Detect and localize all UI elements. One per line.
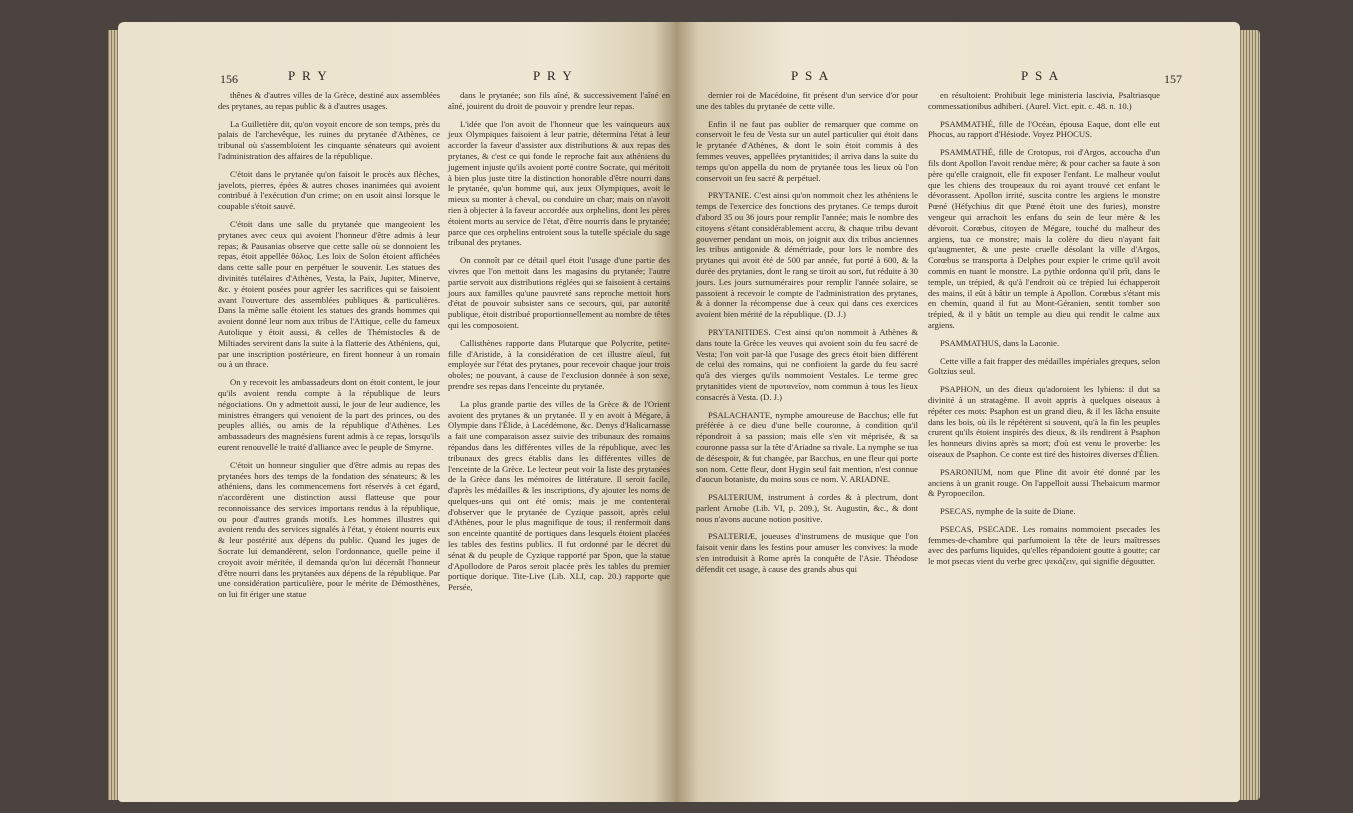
left-column-2 <box>448 90 670 600</box>
book-edge-right <box>1238 30 1260 800</box>
right-page-number: 157 <box>1164 72 1182 86</box>
paragraph: PSALTERIÆ, joueuses d'instrumens de musique que l'on faisoit venir dans les festins pour amuser les convives: la mode s'en introduisit à Rome après la conquête de l'Asie. Théodose défendit cet usage, à cause des grands abus qui <box>696 531 918 574</box>
left-header-left: P R Y <box>288 68 329 83</box>
paragraph: thênes & d'autres villes de la Grèce, destiné aux assemblées des prytanes, au repas public & à d'autres usages. <box>218 90 440 111</box>
paragraph: PSAMMATHÉ, fille de l'Océan, épousa Eaque, dont elle eut Phocus, au rapport d'Hésiode. Voyez PHOCUS. <box>928 118 1160 140</box>
paragraph: PSAPHON, un des dieux qu'adoroient les lybiens: il dut sa divinité à un stratagème. Il avoit appris à quelques oiseaux à répéter ces mots: Psaphon est un grand dieu, & il les lâcha ensuite dans les bois, où ils le répétèrent si souvent, qu'à la fin les peuples crurent qu'ils étoient inspirés des dieux, & ils rendirent à Psaphon les honneurs divins après sa mort; d'où est venu le proverbe: les oiseaux de Psaphon. Ce conte est tiré des histoires diverses d'Élien. <box>928 384 1160 459</box>
left-page <box>118 22 676 802</box>
paragraph: PRYTANITIDES. C'est ainsi qu'on nommoit à Athènes & dans toute la Grèce les veuves qui avoient soin du feu sacré de Vesta; l'on voit par-là que l'usage des grecs étoit bien différent de celui des romains, qui ne confioient la garde du feu sacré qu'à des vierges qu'ils nommoient Vestales. Le terme grec prytanitides vient de πρυτανεῖον, nom commun à tous les lieux consacrés à Vesta. (D. J.) <box>696 326 918 402</box>
paragraph: PSALACHANTE, nymphe amoureuse de Bacchus; elle fut préférée à ce dieu d'une belle couronne, à condition qu'il répondroit à sa passion; mais elle s'en vit méprisée, & sa couronne passa sur la tête d'Ariadne sa rivale. La nymphe se tua de désespoir, & fut changée, par Bacchus, en une fleur qui porte son nom. Cette fleur, dont Hygin seul fait mention, n'est connue d'aucun botaniste, du moins sous ce nom. V. ARIADNE. <box>696 409 918 485</box>
paragraph: L'idée que l'on avoit de l'honneur que les vainqueurs aux jeux Olympiques faisoient à leur patrie, détermina l'état à leur accorder la faveur d'assister aux distributions & aux repas des prytanes, & c'est ce qui fonde le reproche fait aux athéniens du jugement injuste qu'ils avoient porté contre Socrate, qui méritoit à bien plus juste titre la distinction honorable d'être nourri dans le prytanée, qu'un homme qui, aux jeux Olympiques, avoit le mieux su monter à cheval, ou conduire un char; mais on n'avoit rien à objecter à la faveur accordée aux orphelins, dont les pères étoient morts au service de l'état, d'être nourris dans le prytanée; parce que ces orphelins entroient sous la tutelle spéciale du sage tribunal des prytanes. <box>448 118 670 248</box>
paragraph: On y recevoit les ambassadeurs dont on étoit content, le jour qu'ils avoient rendu compte à la république de leurs négociations. On y admettoit aussi, le jour de leur audience, les ministres étrangers qui venoient de la part des princes, ou des peuples alliés, ou amis de la république d'Athènes. Les ambassadeurs des magnésiens furent admis à ce repas, lorsqu'ils eurent renouvellé le traité d'alliance avec le peuple de Smyrne. <box>218 377 440 452</box>
paragraph: Callisthènes rapporte dans Plutarque que Polycrite, petite-fille d'Aristide, à la considération de cet illustre aïeul, fut employée sur l'état des prytanes, pour recevoir chaque jour trois oboles; ne pouvant, à cause de l'exclusion donnée à son sexe, prendre ses repas dans l'enceinte du prytanée. <box>448 337 670 391</box>
left-column-1 <box>218 90 440 607</box>
paragraph: dernier roi de Macédoine, fit présent d'un service d'or pour une des tables du prytanée de cette ville. <box>696 90 918 111</box>
paragraph: en résultoient: Prohibuit lege ministeria lascivia, Psaltriasque commessationibus adhiberi. (Aurel. Vict. epit. c. 48. n. 10.) <box>928 90 1160 111</box>
paragraph: Cette ville a fait frapper des médailles impériales greques, selon Goltzius seul. <box>928 355 1161 377</box>
left-header-right: P R Y <box>533 68 574 83</box>
paragraph: dans le prytanée; son fils aîné, & successivement l'aîné en aîné, jouirent du droit de pouvoir y prendre leur repas. <box>448 90 670 111</box>
paragraph: PSARONIUM, nom que Pline dit avoir été donné par les anciens à un granit rouge. On l'appelloit aussi Thebaicum marmor & Pyropoecilon. <box>928 466 1160 499</box>
paragraph: C'étoit un honneur singulier que d'être admis au repas des prytanées hors des temps de la fondation des sénateurs; & les athéniens, dans les commencemens fort réservés à cet égard, n'accordèrent une distinction aussi flatteuse que pour reconnoissance des services importans rendus à la république, ou pour d'autres grands motifs. Les hommes illustres qui avoient rendu des services signalés à l'état, y étoient nourris eux & leur postérité aux dépens du public. Quand les juges de Socrate lui demandèrent, selon l'ordonnance, quelle peine il croyoit avoir méritée, il demanda qu'on lui décernât l'honneur d'être nourri dans les prytanées aux dépens de la république. Par une considération particulière, pour le mérite de Démosthènes, on lui fit ériger une statue <box>218 459 440 600</box>
paragraph: C'étoit dans le prytanée qu'on faisoit le procès aux flèches, javelots, pierres, épées & autres choses inanimées qui avoient contribué à l'exécution d'un crime; on en usoit ainsi lorsque le coupable s'étoit sauvé. <box>218 168 440 212</box>
right-page <box>676 22 1240 802</box>
paragraph: PRYTANIE. C'est ainsi qu'on nommoit chez les athéniens le temps de l'exercice des fonctions des prytanes. Ce temps duroit d'abord 35 ou 36 jours pour remplir l'année; mais le nombre des citoyens s'étant considérablement accru, & chaque tribu devant gouverner pendant un mois, on joignit aux dix tribus anciennes les tribus antigonide & démétriade, pour lors le nombre des prytanes qui avoit été de 500 par année, fut porté à 600, & la durée des prytanies, dont le rang se tiroit au sort, fut réduite à 30 jours. Les jours surnuméraires pour remplir l'année solaire, se passoient à recevoir le compte de l'administration des prytanes, & à donner la récompense due à ceux qui dans ces exercices avoient bien mérité de la république. (D. J.) <box>696 190 918 320</box>
left-page-number: 156 <box>220 72 238 86</box>
paragraph: C'étoit dans une salle du prytanée que mangeoient les prytanes avec ceux qui avoient l'honneur d'être admis à leur repas; & Pausanias observe que cette salle où se donnoient les repas, étoit appellée θόλος. Les loix de Solon étoient affichées dans cette salle pour en perpétuer le souvenir. Les statues des divinités tutélaires d'Athènes, Vesta, la Paix, Jupiter, Minerve, &c. y étoient posées pour agréer les sacrifices qui se faisoient avant l'ouverture des assemblées publiques & particulières. Dans la même salle étoient les statues des grands hommes qui avoient donné leur nom aux tribus de l'Attique, celle du fameux Autolique y étoit aussi, & celles de Thémistocles & de Miltiades servirent dans la suite à la flatterie des Athéniens, qui, par une inscription postérieure, en firent honneur à un romain ou à un thrace. <box>218 218 440 370</box>
paragraph: La Guilletière dit, qu'on voyoit encore de son temps, près du palais de l'archevêque, les ruines du prytanée d'Athènes, ce tribunal où s'assembloient les cinquante sénateurs qui avoient l'administration des affaires de la république. <box>218 118 440 161</box>
paragraph: PSAMMATHUS, dans la Laconie. <box>940 337 1060 348</box>
paragraph: PSALTERIUM, instrument à cordes & à plectrum, dont parlent Arnobe (Lib. VI, p. 209.), St. Augustin, &c., & dont nous n'avons aucune notion positive. <box>696 492 918 524</box>
right-header-left: P S A <box>791 68 831 83</box>
paragraph: PSAMMATHÉ, fille de Crotopus, roi d'Argos, accoucha d'un fils dont Apollon l'avoit rendue mère; & pour cacher sa faute à son père qu'elle craignoit, elle fit exposer l'enfant. Le malheur voulut que les chiens des troupeaux du roi ayant trouvé cet enfant le dévorassent. Apollon irrité, suscita contre les argiens le monstre Pœné (Héfychius dit que Pœné étoit une des furies), monstre vengeur qui arrachoit les enfans du sein de leur mère & les dévoroit. Corœbus, citoyen de Mégare, touché du malheur des argiens, tua ce monstre; mais la colère du dieu n'ayant fait qu'augmenter, & une peste cruelle désolant la ville d'Argos, Corœbus se transporta à Delphes pour expier le crime qu'il avoit commis en tuant le monstre. La pythie ordonna qu'il prît, dans le temple, un trépied, & qu'à l'endroit où ce trépied lui échapperoit des mains, il eût à bâtir un temple à Apollon. Corœbus s'étant mis en chemin, quand il fut au Mont-Géranien, sentit tomber son trépied, & il y bâtit un temple au dieu qui rendit le calme aux argiens. <box>928 147 1160 330</box>
open-book <box>118 22 1240 802</box>
right-header-right: P S A <box>1021 68 1061 83</box>
paragraph: PSECAS, PSECADE. Les romains nommoient psecades les femmes-de-chambre qui parfumoient la tête de leurs maîtresses avec des parfums liquides, qu'elles répandoient goutte à goutte; car le mot psecas vient du verbe grec ψεκάζειν, qui signifie dégoutter. <box>928 523 1160 567</box>
right-column-2 <box>928 90 1160 574</box>
paragraph: Enfin il ne faut pas oublier de remarquer que comme on conservoit le feu de Vesta sur un autel particulier qui étoit dans le prytanée d'Athènes, & dont le soin étoit commis à des femmes veuves, appellées prytanitides; il arriva dans la suite du temps qu'on appella du nom de prytanée tous les lieux où l'on conservoit un feu sacré & perpétuel. <box>696 118 918 183</box>
paragraph: La plus grande partie des villes de la Grèce & de l'Orient avoient des prytanes & un prytanée. Il y en avoit à Mégare, à Olympie dans l'Élide, à Lacédémone, &c. Denys d'Halicarnasse a fait une comparaison assez suivie des tribunaux des romains répandus dans les différentes villes de la république, avec les tribunaux des grecs établis dans les différentes villes de l'enceinte de la Grèce. Le lecteur peut voir la liste des prytanées de la Grèce dans les mémoires de littérature. Il seroit facile, d'après les médailles & les inscriptions, d'y ajouter les noms de quelques-uns qui ont été omis; mais je me contenterai d'observer que le prytanée de Cyzique passoit, après celui d'Athènes, pour le plus magnifique de tous; il renfermoit dans son enceinte quantité de portiques dans lesquels étoient placées les tables des festins publics. Il fut ordonné par le décret du sénat & du peuple de Cyzique rapporté par Spon, que la statue d'Apollodore de Paros seroit placée près les tables du premier portique dorique. Tite-Live (Lib. XLI, cap. 20.) rapporte que Persée, <box>448 398 670 593</box>
right-column-1 <box>696 90 918 582</box>
paragraph: On connoît par ce détail quel étoit l'usage d'une partie des vivres que l'on mettoit dans les magasins du prytanée; l'autre partie servoit aux distributions réglées qui se faisoient à certains jours aux familles qu'une pauvreté sans reproche mettoit hors d'état de pouvoir subsister sans ce secours, qui, par autorité publique, étoit distribué proportionnellement au nombre de têtes qui les composoient. <box>448 255 670 330</box>
paragraph: PSECAS, nymphe de la suite de Diane. <box>940 506 1076 517</box>
